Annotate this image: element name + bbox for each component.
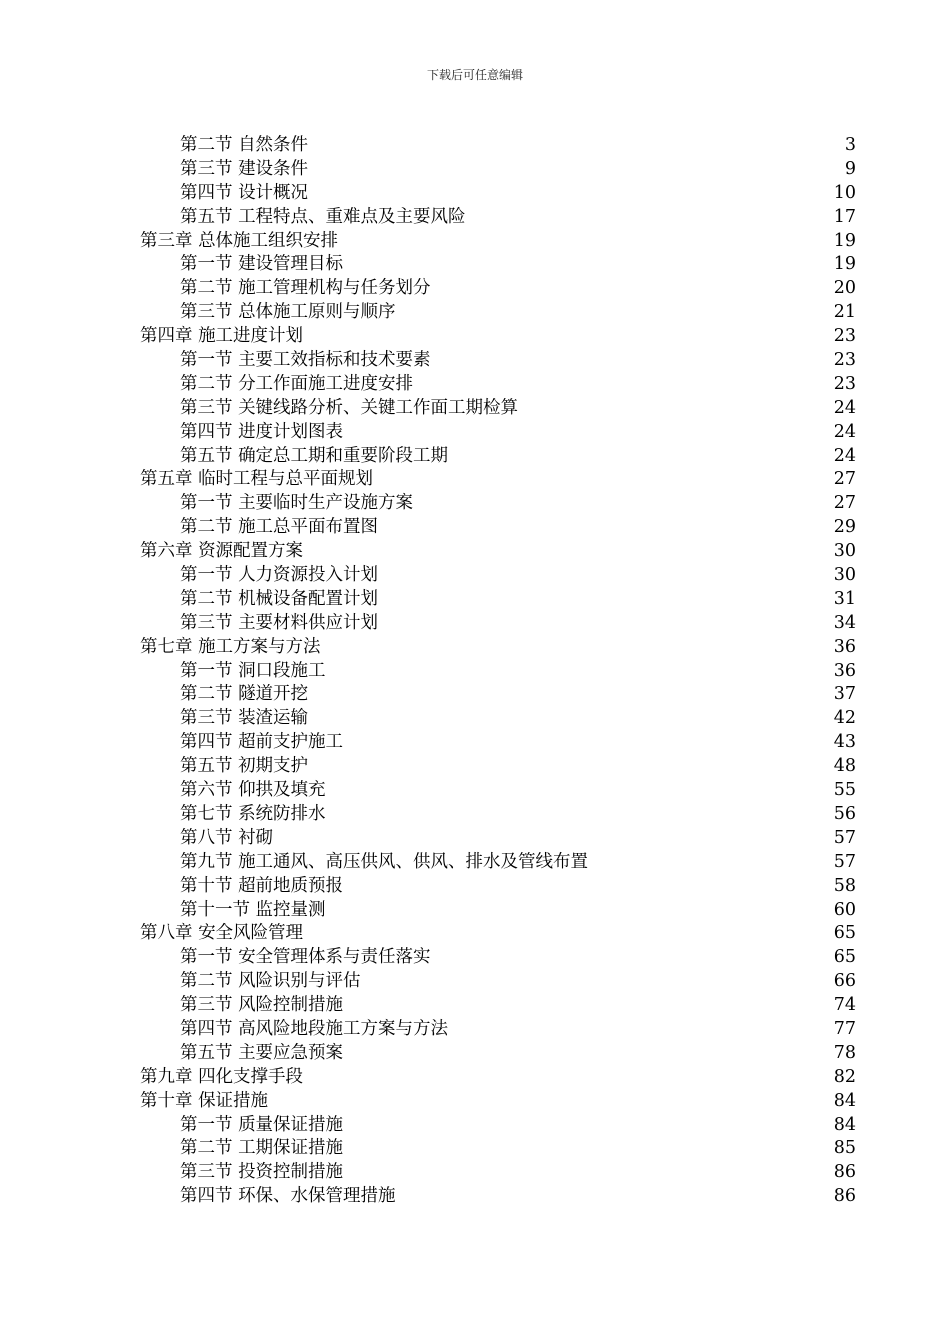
toc-section-entry[interactable] xyxy=(0,946,950,970)
toc-section-entry[interactable] xyxy=(0,277,950,301)
toc-page-number: 85 xyxy=(833,1138,856,1159)
toc-section-entry[interactable] xyxy=(0,1185,950,1209)
toc-page-number: 58 xyxy=(833,875,856,896)
toc-page-number: 30 xyxy=(833,541,856,562)
toc-entry-label: 第四节 设计概况 xyxy=(180,182,309,203)
toc-entry-label: 第四节 进度计划图表 xyxy=(180,421,344,442)
toc-entry-label: 第一节 安全管理体系与责任落实 xyxy=(180,947,431,968)
toc-section-entry[interactable] xyxy=(0,970,950,994)
toc-page-number: 82 xyxy=(833,1066,856,1087)
toc-page-number: 57 xyxy=(833,827,856,848)
toc-page-number: 48 xyxy=(833,756,856,777)
toc-entry-label: 第十章 保证措施 xyxy=(140,1090,269,1111)
toc-entry-label: 第十一节 监控量测 xyxy=(180,899,326,920)
toc-entry-label: 第一节 人力资源投入计划 xyxy=(180,565,379,586)
toc-page-number: 20 xyxy=(833,278,856,299)
toc-entry-label: 第七节 系统防排水 xyxy=(180,803,326,824)
toc-page-number: 24 xyxy=(833,445,856,466)
toc-page-number: 37 xyxy=(833,684,856,705)
toc-entry-label: 第五节 工程特点、重难点及主要风险 xyxy=(180,206,466,227)
toc-page-number: 23 xyxy=(833,326,856,347)
toc-section-entry[interactable] xyxy=(0,1018,950,1042)
toc-chapter-entry[interactable] xyxy=(0,1090,950,1114)
toc-section-entry[interactable] xyxy=(0,564,950,588)
toc-page-number: 84 xyxy=(833,1090,856,1111)
toc-page-number: 21 xyxy=(833,302,856,323)
toc-page-number: 19 xyxy=(833,254,856,275)
toc-page-number: 65 xyxy=(833,947,856,968)
toc-entry-label: 第三节 主要材料供应计划 xyxy=(180,612,379,633)
toc-page-number: 36 xyxy=(833,660,856,681)
toc-page-number: 57 xyxy=(833,851,856,872)
toc-entry-label: 第一节 主要工效指标和技术要素 xyxy=(180,350,431,371)
toc-page-number: 86 xyxy=(833,1186,856,1207)
toc-entry-label: 第三节 装渣运输 xyxy=(180,708,309,729)
toc-entry-label: 第二节 施工管理机构与任务划分 xyxy=(180,278,431,299)
toc-page-number: 3 xyxy=(844,135,856,155)
toc-chapter-entry[interactable] xyxy=(0,325,950,349)
toc-page-number: 43 xyxy=(833,732,856,753)
toc-entry-label: 第五节 初期支护 xyxy=(180,756,309,777)
toc-page-number: 31 xyxy=(833,588,856,609)
toc-section-entry[interactable] xyxy=(0,827,950,851)
toc-page-number: 27 xyxy=(833,493,856,514)
toc-section-entry[interactable] xyxy=(0,134,950,158)
toc-section-entry[interactable] xyxy=(0,875,950,899)
toc-section-entry[interactable] xyxy=(0,1042,950,1066)
toc-section-entry[interactable] xyxy=(0,1114,950,1138)
toc-section-entry[interactable] xyxy=(0,421,950,445)
toc-section-entry[interactable] xyxy=(0,660,950,684)
toc-page-number: 9 xyxy=(844,158,856,179)
toc-entry-label: 第十节 超前地质预报 xyxy=(180,875,344,896)
toc-entry-label: 第三节 建设条件 xyxy=(180,158,309,179)
toc-section-entry[interactable] xyxy=(0,182,950,206)
toc-section-entry[interactable] xyxy=(0,851,950,875)
toc-page-number: 19 xyxy=(833,230,856,251)
toc-section-entry[interactable] xyxy=(0,397,950,421)
toc-entry-label: 第一节 质量保证措施 xyxy=(180,1114,344,1135)
toc-entry-label: 第四节 高风险地段施工方案与方法 xyxy=(180,1018,449,1039)
toc-page-number: 78 xyxy=(833,1042,856,1063)
toc-entry-label: 第五章 临时工程与总平面规划 xyxy=(140,469,374,490)
toc-entry-label: 第五节 确定总工期和重要阶段工期 xyxy=(180,445,449,466)
toc-entry-label: 第四章 施工进度计划 xyxy=(140,326,304,347)
toc-entry-label: 第一节 主要临时生产设施方案 xyxy=(180,493,414,514)
toc-page-number: 27 xyxy=(833,469,856,490)
toc-entry-label: 第二节 风险识别与评估 xyxy=(180,971,361,992)
toc-page-number: 36 xyxy=(833,636,856,657)
toc-entry-label: 第二节 隧道开挖 xyxy=(180,684,309,705)
toc-page-number: 24 xyxy=(833,421,856,442)
toc-entry-label: 第四节 超前支护施工 xyxy=(180,732,344,753)
toc-page-number: 17 xyxy=(833,206,856,227)
toc-entry-label: 第一节 洞口段施工 xyxy=(180,660,326,681)
toc-section-entry[interactable] xyxy=(0,707,950,731)
toc-page-number: 65 xyxy=(833,923,856,944)
toc-section-entry[interactable] xyxy=(0,301,950,325)
toc-entry-label: 第三节 关键线路分析、关键工作面工期检算 xyxy=(180,397,519,418)
toc-page-number: 23 xyxy=(833,373,856,394)
toc-chapter-entry[interactable] xyxy=(0,230,950,254)
toc-section-entry[interactable] xyxy=(0,683,950,707)
toc-entry-label: 第四节 环保、水保管理措施 xyxy=(180,1186,396,1207)
toc-section-entry[interactable] xyxy=(0,994,950,1018)
toc-entry-label: 第七章 施工方案与方法 xyxy=(140,636,321,657)
toc-page-number: 24 xyxy=(833,397,856,418)
toc-section-entry[interactable] xyxy=(0,1161,950,1185)
toc-entry-label: 第九节 施工通风、高压供风、供风、排水及管线布置 xyxy=(180,851,589,872)
toc-entry-label: 第三节 风险控制措施 xyxy=(180,995,344,1016)
toc-page-number: 30 xyxy=(833,565,856,586)
toc-section-entry[interactable] xyxy=(0,516,950,540)
toc-section-entry[interactable] xyxy=(0,1137,950,1161)
toc-entry-label: 第八节 衬砌 xyxy=(180,827,274,848)
toc-section-entry[interactable] xyxy=(0,779,950,803)
toc-chapter-entry[interactable] xyxy=(0,540,950,564)
toc-section-entry[interactable] xyxy=(0,612,950,636)
toc-entry-label: 第二节 施工总平面布置图 xyxy=(180,517,379,538)
toc-chapter-entry[interactable] xyxy=(0,1066,950,1090)
toc-page-number: 42 xyxy=(833,708,856,729)
toc-entry-label: 第三节 总体施工原则与顺序 xyxy=(180,302,396,323)
toc-section-entry[interactable] xyxy=(0,349,950,373)
toc-section-entry[interactable] xyxy=(0,755,950,779)
toc-chapter-entry[interactable] xyxy=(0,636,950,660)
toc-page-number: 86 xyxy=(833,1162,856,1183)
toc-section-entry[interactable] xyxy=(0,373,950,397)
toc-entry-label: 第六章 资源配置方案 xyxy=(140,541,304,562)
toc-section-entry[interactable] xyxy=(0,253,950,277)
toc-entry-label: 第五节 主要应急预案 xyxy=(180,1042,344,1063)
toc-entry-label: 第二节 机械设备配置计划 xyxy=(180,588,379,609)
toc-chapter-entry[interactable] xyxy=(0,922,950,946)
toc-section-entry[interactable] xyxy=(0,492,950,516)
toc-entry-label: 第三章 总体施工组织安排 xyxy=(140,230,339,251)
toc-entry-label: 第三节 投资控制措施 xyxy=(180,1162,344,1183)
toc-section-entry[interactable] xyxy=(0,206,950,230)
toc-section-entry[interactable] xyxy=(0,588,950,612)
toc-page-number: 55 xyxy=(833,780,856,801)
toc-entry-label: 第二节 分工作面施工进度安排 xyxy=(180,373,414,394)
table-of-contents xyxy=(0,134,950,1209)
toc-page-number: 77 xyxy=(833,1018,856,1039)
toc-section-entry[interactable] xyxy=(0,445,950,469)
toc-section-entry[interactable] xyxy=(0,899,950,923)
toc-entry-label: 第六节 仰拱及填充 xyxy=(180,780,326,801)
toc-section-entry[interactable] xyxy=(0,731,950,755)
toc-entry-label: 第九章 四化支撑手段 xyxy=(140,1066,304,1087)
toc-chapter-entry[interactable] xyxy=(0,468,950,492)
toc-page-number: 56 xyxy=(833,803,856,824)
toc-page-number: 60 xyxy=(833,899,856,920)
toc-page-number: 29 xyxy=(833,517,856,538)
toc-entry-label: 第二节 工期保证措施 xyxy=(180,1138,344,1159)
toc-entry-label: 第八章 安全风险管理 xyxy=(140,923,304,944)
toc-section-entry[interactable] xyxy=(0,158,950,182)
toc-page-number: 74 xyxy=(833,995,856,1016)
toc-page-number: 34 xyxy=(833,612,856,633)
toc-section-entry[interactable] xyxy=(0,803,950,827)
page-header: 下载后可任意编辑 xyxy=(426,68,523,82)
toc-entry-label: 第一节 建设管理目标 xyxy=(180,254,344,275)
toc-entry-label: 第二节 自然条件 xyxy=(180,135,309,155)
toc-page-number: 66 xyxy=(833,971,856,992)
toc-page-number: 23 xyxy=(833,350,856,371)
toc-page-number: 84 xyxy=(833,1114,856,1135)
toc-page-number: 10 xyxy=(833,182,856,203)
